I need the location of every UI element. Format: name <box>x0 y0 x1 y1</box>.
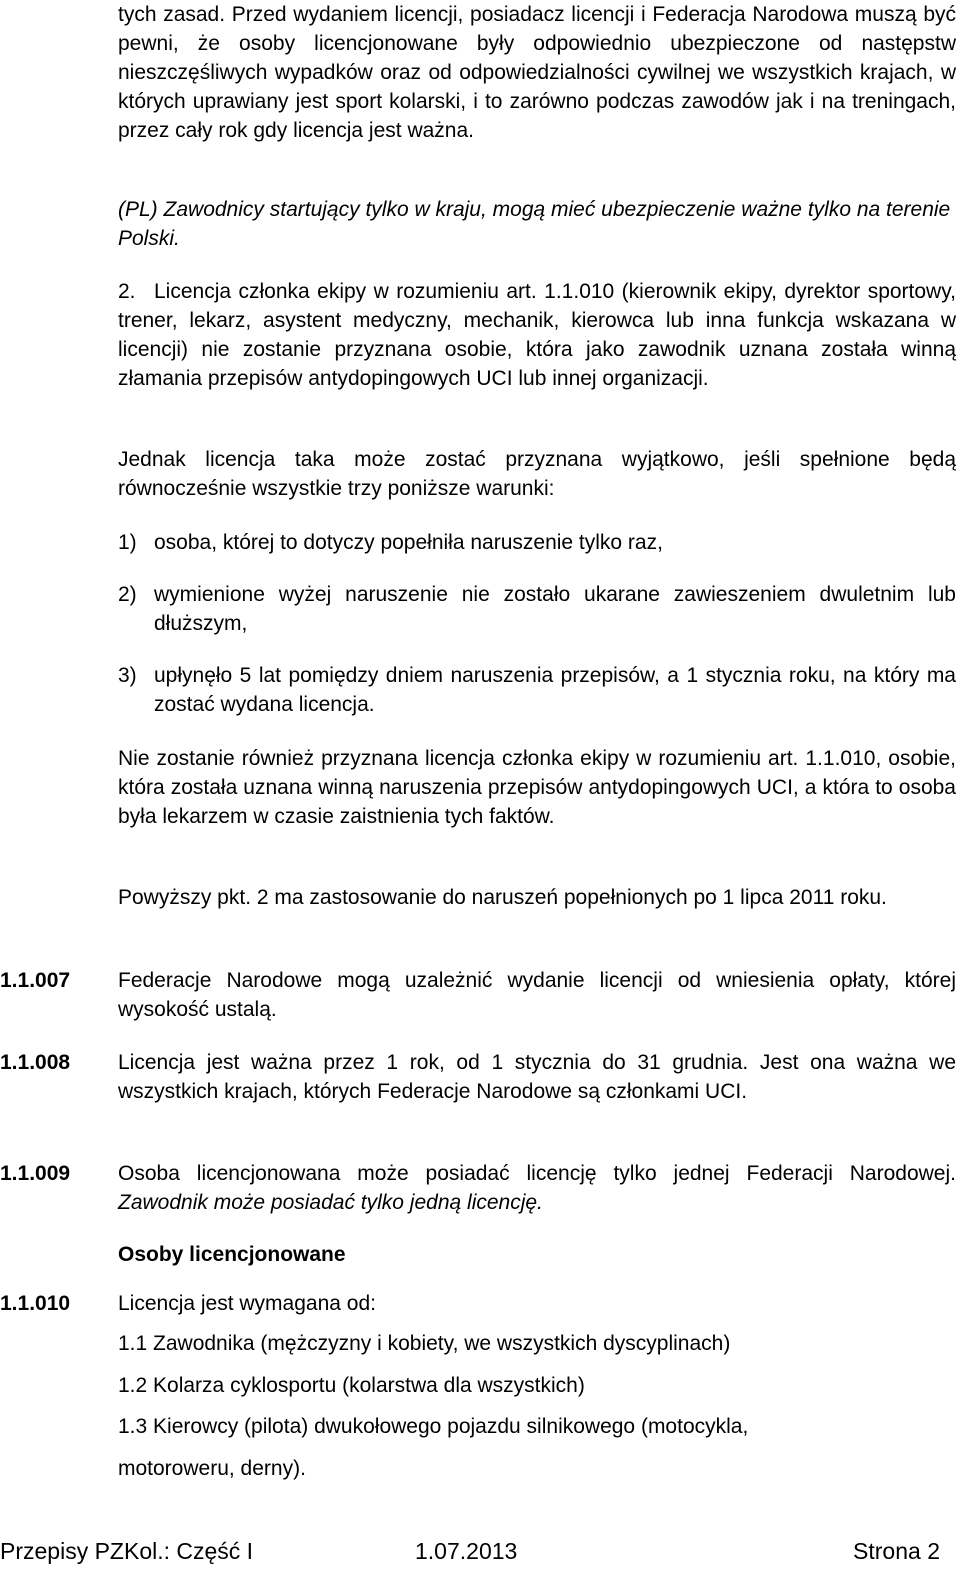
pl-note-body: Zawodnicy startujący tylko w kraju, mogą mieć ubezpieczenie ważne tylko na terenie Polski. <box>118 198 951 250</box>
article-number: 1.1.010 <box>0 1292 71 1315</box>
condition-number: 2) <box>118 583 137 606</box>
condition-item <box>118 580 956 638</box>
point-2-text: Licencja członka ekipy w rozumieniu art. 1.1.010 (kierownik ekipy, dyrektor sportowy, trener, lekarz, asystent medyczny, mechanik, kierowca lub inna funkcja wskazana w licencji) nie zostanie przyznana osobie, która jako zawodnik uznana została winną złamania przepisów antydopingowych UCI lub innej organizacji. <box>118 280 956 390</box>
footer-date: 1.07.2013 <box>415 1538 518 1564</box>
paragraph-insurance: tych zasad. Przed wydaniem licencji, posiadacz licencji i Federacja Narodowa muszą być pewni, że osoby licencjonowane były odpowiednio ubezpieczone od następstw nieszczęśliwych wypadków oraz od odpowiedzialności cywilnej we wszystkich krajach, w których uprawiany jest sport kolarski, i to zarówno podczas zawodów jak i na treningach, przez cały rok gdy licencja jest ważna. <box>118 3 956 142</box>
footer-title: Przepisy PZKol.: Część I <box>0 1538 254 1564</box>
article-number: 1.1.009 <box>0 1162 71 1185</box>
article-text: Federacje Narodowe mogą uzależnić wydanie licencji od wniesienia opłaty, której wysokość ustalą. <box>118 969 956 1021</box>
section-heading: Osoby licencjonowane <box>118 1243 346 1266</box>
pl-note-text <box>118 195 956 253</box>
condition-item <box>118 661 956 719</box>
footer-page-number: Strona 2 <box>853 1538 940 1564</box>
article-text: Licencja jest wymagana od: <box>118 1292 376 1315</box>
list-item: 1.2 Kolarza cyklosportu (kolarstwa dla wszystkich) <box>118 1374 585 1397</box>
point-2 <box>118 277 956 393</box>
page-footer <box>0 1537 960 1567</box>
condition-text: osoba, której to dotyczy popełniła naruszenie tylko raz, <box>154 531 663 554</box>
list-item: motoroweru, derny). <box>118 1457 306 1480</box>
condition-text: upłynęło 5 lat pomiędzy dniem naruszenia przepisów, a 1 stycznia roku, na który ma zostać wydana licencja. <box>154 664 956 716</box>
condition-item <box>118 528 956 557</box>
pl-note-prefix: (PL) <box>118 198 158 221</box>
condition-number: 3) <box>118 664 137 687</box>
article-text: Licencja jest ważna przez 1 rok, od 1 stycznia do 31 grudnia. Jest ona ważna we wszystkich krajach, których Federacje Narodowe są członkami UCI. <box>118 1051 956 1103</box>
paragraph-powyzszy: Powyższy pkt. 2 ma zastosowanie do naruszeń popełnionych po 1 lipca 2011 roku. <box>118 886 887 909</box>
point-2-number: 2. <box>118 280 136 303</box>
article-text-plain: Osoba licencjonowana może posiadać licencję tylko jednej Federacji Narodowej. <box>118 1162 956 1185</box>
article-number: 1.1.008 <box>0 1051 71 1074</box>
list-item: 1.1 Zawodnika (mężczyzny i kobiety, we wszystkich dyscyplinach) <box>118 1332 731 1355</box>
list-item: 1.3 Kierowcy (pilota) dwukołowego pojazdu silnikowego (motocykla, <box>118 1415 749 1438</box>
pl-note <box>118 195 956 253</box>
article-number: 1.1.007 <box>0 969 71 992</box>
article-text-italic: Zawodnik może posiadać tylko jedną licencję. <box>118 1191 543 1214</box>
condition-number: 1) <box>118 531 137 554</box>
article-text <box>118 1159 956 1217</box>
paragraph-jednak: Jednak licencja taka może zostać przyznana wyjątkowo, jeśli spełnione będą równocześnie wszystkie trzy poniższe warunki: <box>118 448 956 500</box>
condition-text: wymienione wyżej naruszenie nie zostało ukarane zawieszeniem dwuletnim lub dłuższym, <box>154 583 956 635</box>
paragraph-nie-zostanie: Nie zostanie również przyznana licencja członka ekipy w rozumieniu art. 1.1.010, osobie, która została uznana winną naruszenia przepisów antydopingowych UCI, a która to osoba była lekarzem w czasie zaistnienia tych faktów. <box>118 747 956 828</box>
